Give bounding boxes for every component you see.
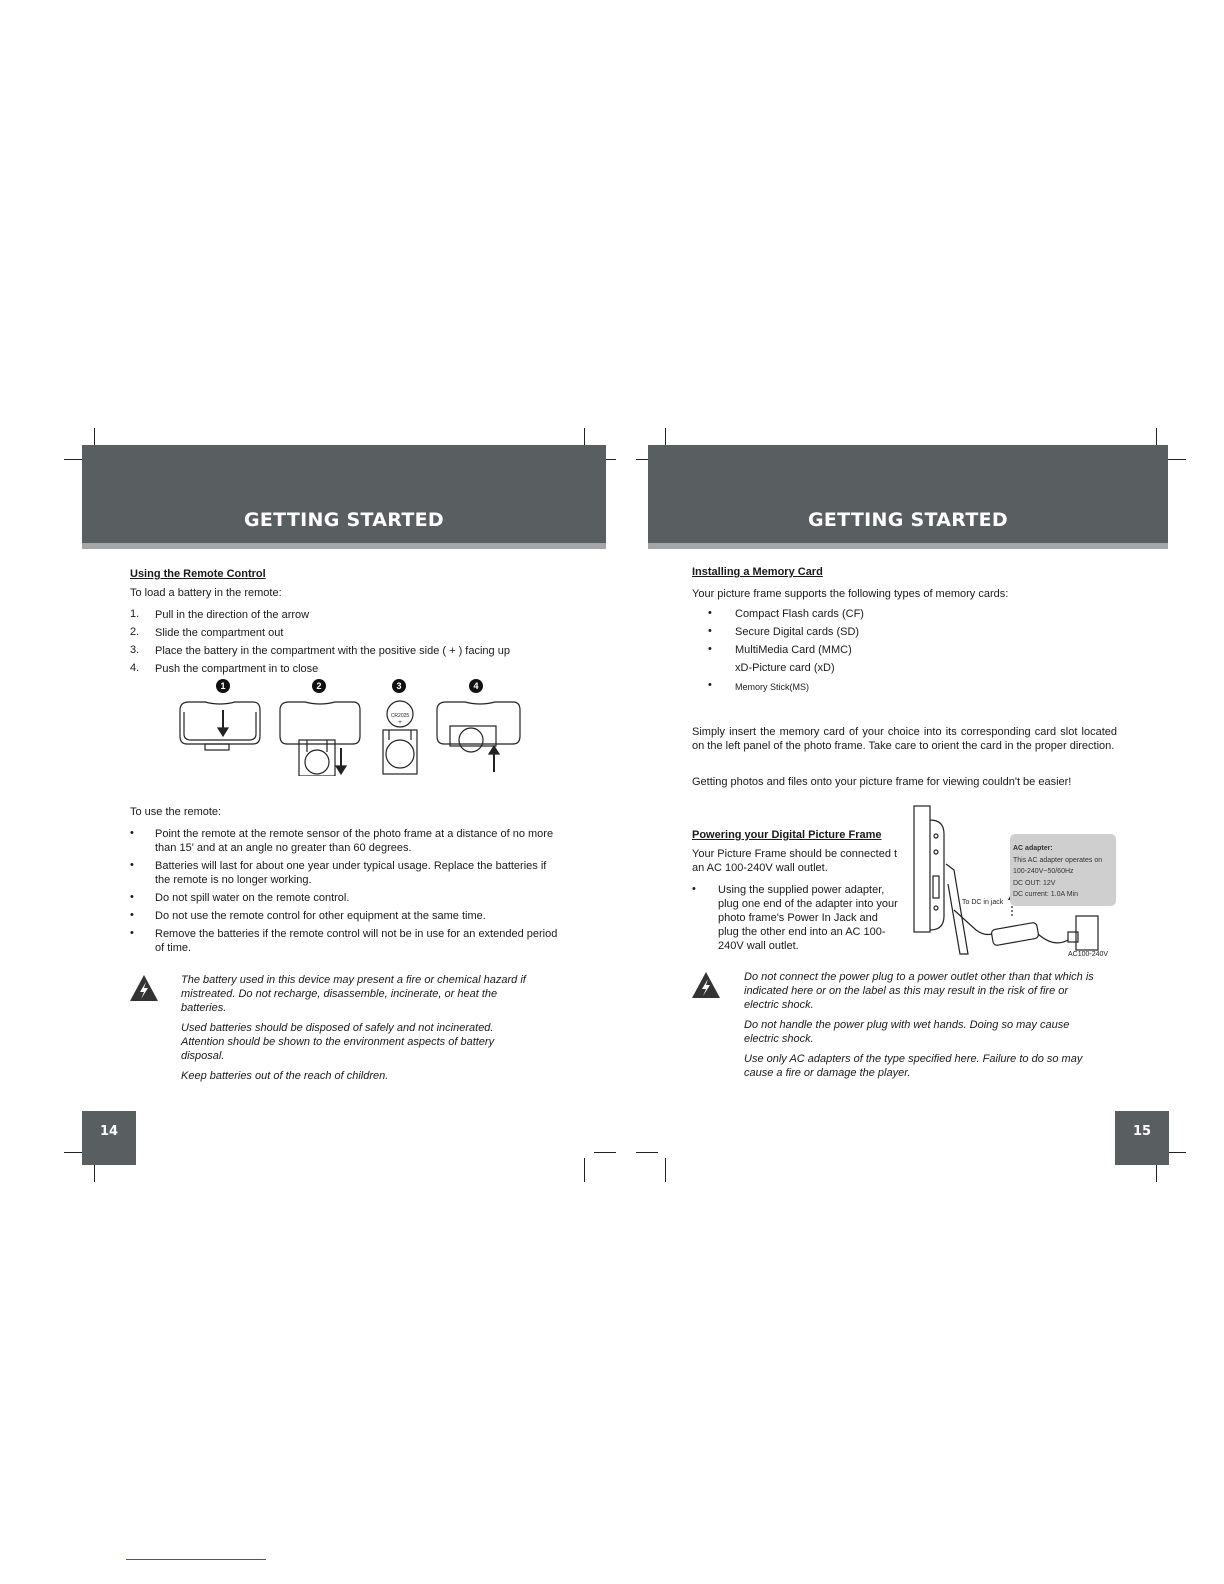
use-bullet: Do not spill water on the remote control. (155, 892, 350, 904)
crop-mark (64, 459, 84, 460)
right-page-header (648, 445, 1168, 549)
warning-icon (129, 974, 159, 1002)
battery-plus-label: + (398, 720, 402, 726)
crop-mark (594, 1152, 616, 1153)
step-text: Slide the compartment out (155, 627, 284, 639)
bullet-dot: • (692, 883, 696, 895)
step-number: 1. (130, 608, 140, 620)
bullet-dot: • (130, 891, 134, 903)
battery-install-diagram (175, 696, 525, 776)
use-bullet: Do not use the remote control for other equipment at the same time. (155, 910, 486, 922)
remote-heading: Using the Remote Control (130, 568, 266, 580)
footer-rule (126, 1559, 266, 1560)
adapter-spec-line: This AC adapter operates on (1013, 856, 1103, 864)
step-text: Pull in the direction of the arrow (155, 609, 310, 621)
bullet-dot: • (708, 643, 712, 655)
step-number: 3. (130, 644, 140, 656)
battery-warning: Keep batteries out of the reach of children. (181, 1070, 389, 1082)
load-intro: To load a battery in the remote: (130, 587, 282, 599)
bullet-dot: • (130, 927, 134, 939)
card-type: Compact Flash cards (CF) (735, 608, 864, 620)
use-bullet: Batteries will last for about one year under typical usage. Replace the batteries if the remote is no longer working. (155, 860, 547, 886)
bullet-dot: • (130, 859, 134, 871)
power-heading: Powering your Digital Picture Frame (692, 829, 882, 841)
insert-paragraph: Simply insert the memory card of your choice into its corresponding card slot located on the left panel of the photo frame. Take care to orient the card in the proper direction. (692, 726, 1117, 752)
adapter-spec-line: DC OUT: 12V (1013, 879, 1056, 887)
bullet-dot: • (130, 909, 134, 921)
bullet-dot: • (130, 827, 134, 839)
crop-mark (636, 1152, 658, 1153)
power-warning: Do not connect the power plug to a power outlet other than that which is indicated here or on the label as this may result in the risk of fire or electric shock. (744, 971, 1094, 1011)
power-intro: Your Picture Frame should be connected t an AC 100-240V wall outlet. (692, 848, 898, 874)
right-page-title: GETTING STARTED (808, 509, 1008, 531)
page-number: 15 (1115, 1111, 1169, 1165)
card-type: xD-Picture card (xD) (735, 662, 835, 674)
ac-adapter-spec-box (1010, 834, 1116, 906)
adapter-title: AC adapter: (1013, 845, 1053, 852)
memory-heading: Installing a Memory Card (692, 566, 823, 578)
battery-warning: The battery used in this device may present a fire or chemical hazard if mistreated. Do not recharge, disassemble, incinerate, or heat the batteries. (181, 974, 526, 1014)
card-type: Memory Stick(MS) (735, 682, 809, 692)
battery-label: CR2025 (390, 713, 410, 719)
card-type: MultiMedia Card (MMC) (735, 644, 852, 656)
outlet-label: AC100-240V (1068, 951, 1109, 958)
step-number: 2. (130, 626, 140, 638)
diagram-step-badge: 1 (216, 679, 230, 693)
step-text: Place the battery in the compartment with the positive side ( + ) facing up (155, 645, 510, 657)
left-page-title: GETTING STARTED (244, 509, 444, 531)
crop-mark (1166, 1152, 1186, 1153)
warning-icon (691, 971, 721, 999)
easier-paragraph: Getting photos and files onto your picture frame for viewing couldn't be easier! (692, 776, 1072, 788)
dc-jack-label: To DC in jack (962, 899, 1004, 906)
memory-intro: Your picture frame supports the following types of memory cards: (692, 588, 1009, 600)
step-text: Push the compartment in to close (155, 663, 319, 675)
power-warning: Do not handle the power plug with wet hands. Doing so may cause electric shock. (744, 1019, 1070, 1045)
use-bullet: Point the remote at the remote sensor of the photo frame at a distance of no more than 15' and at an angle no greater than 60 degrees. (155, 828, 554, 854)
diagram-step-badge: 4 (469, 679, 483, 693)
step-number: 4. (130, 662, 140, 674)
adapter-spec-line: 100-240V~50/60Hz (1013, 868, 1074, 875)
diagram-step-badge: 2 (312, 679, 326, 693)
crop-mark (665, 1158, 666, 1182)
adapter-spec-line: DC current: 1.0A Min (1013, 891, 1078, 898)
crop-mark (1166, 459, 1186, 460)
battery-warning: Used batteries should be disposed of safely and not incinerated. Attention should be shown to the environment aspects of battery disposal. (181, 1022, 495, 1062)
crop-mark (64, 1152, 84, 1153)
crop-mark (636, 459, 648, 460)
use-intro: To use the remote: (130, 806, 222, 818)
power-warning: Use only AC adapters of the type specified here. Failure to do so may cause a fire or damage the player. (744, 1053, 1083, 1079)
left-page-header (82, 445, 606, 549)
use-bullet: Remove the batteries if the remote control will not be in use for an extended period of time. (155, 928, 558, 954)
diagram-step-badge: 3 (392, 679, 406, 693)
bullet-dot: • (708, 607, 712, 619)
card-type: Secure Digital cards (SD) (735, 626, 860, 638)
page-number: 14 (82, 1111, 136, 1165)
crop-mark (584, 1158, 585, 1182)
bullet-dot: • (708, 679, 712, 691)
bullet-dot: • (708, 625, 712, 637)
power-bullet: Using the supplied power adapter, plug one end of the adapter into your photo frame's Power In Jack and plug the other end into an AC 100-240V wall outlet. (718, 884, 898, 952)
